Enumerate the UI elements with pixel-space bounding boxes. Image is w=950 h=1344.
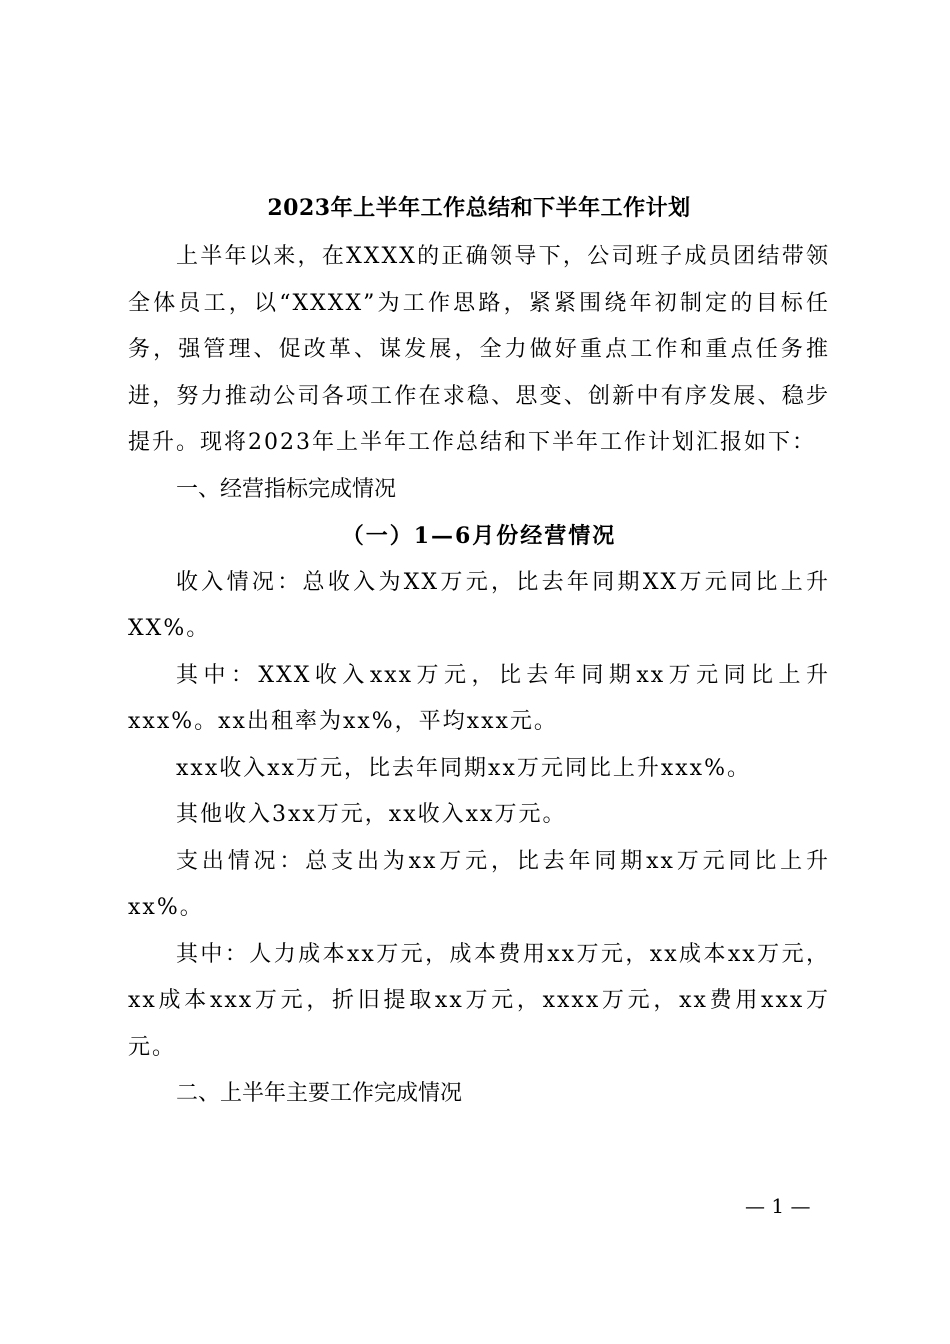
income-detail-paragraph-1: 其中：XXX收入xxx万元，比去年同期xx万元同比上升xxx%。xx出租率为xx%，平均xxx元。 (128, 662, 830, 734)
subsection-heading-1: （一）1—6月份经营情况 (341, 523, 617, 549)
income-detail-paragraph-2: xxx收入xx万元，比去年同期xx万元同比上升xxx%。 (176, 755, 751, 781)
document-title: 2023年上半年工作总结和下半年工作计划 (267, 195, 691, 221)
income-paragraph: 收入情况：总收入为XX万元，比去年同期XX万元同比上升XX%。 (128, 569, 830, 641)
intro-paragraph: 上半年以来，在XXXX的正确领导下，公司班子成员团结带领全体员工，以“XXXX”为工作思路，紧紧围绕年初制定的目标任务，强管理、促改革、谋发展，全力做好重点工作和重点任务推进，努力推动公司各项工作在求稳、思变、创新中有序发展、稳步提升。现将2023年上半年工作总结和下半年工作计划汇报如下： (128, 244, 830, 455)
section-heading-1: 一、经营指标完成情况 (176, 476, 397, 502)
page-number: — 1 — (745, 1194, 811, 1218)
expense-detail-paragraph: 其中：人力成本xx万元，成本费用xx万元，xx成本xx万元，xx成本xxx万元，折旧提取xx万元，xxxx万元，xx费用xxx万元。 (128, 941, 830, 1060)
income-detail-paragraph-3: 其他收入3xx万元，xx收入xx万元。 (176, 802, 567, 827)
document-body (128, 188, 830, 1118)
expense-paragraph: 支出情况：总支出为xx万元，比去年同期xx万元同比上升xx%。 (128, 848, 830, 920)
section-heading-2: 二、上半年主要工作完成情况 (176, 1081, 463, 1106)
